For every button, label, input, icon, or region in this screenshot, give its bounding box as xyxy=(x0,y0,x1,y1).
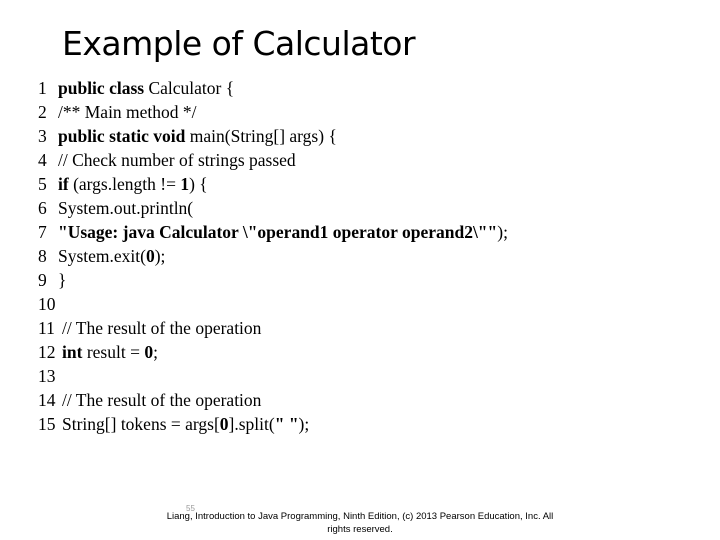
code-fragment: Calculator { xyxy=(148,78,235,98)
page-number: 55 xyxy=(186,504,195,513)
code-fragment: // The result of the operation xyxy=(62,318,262,338)
code-fragment: /** Main method */ xyxy=(58,102,197,122)
code-text xyxy=(62,340,158,364)
code-keyword: " " xyxy=(274,414,299,434)
code-text xyxy=(58,100,197,124)
code-text xyxy=(58,124,337,148)
code-fragment: // Check number of strings passed xyxy=(58,150,296,170)
code-fragment: System.exit( xyxy=(58,246,146,266)
code-line xyxy=(38,172,508,196)
code-fragment: ].split( xyxy=(228,414,275,434)
line-number: 6 xyxy=(38,198,47,218)
code-fragment: // The result of the operation xyxy=(62,390,262,410)
line-number: 12 xyxy=(38,342,56,362)
code-fragment: System.out.println( xyxy=(58,198,194,218)
code-keyword: public class xyxy=(58,78,149,98)
code-line xyxy=(38,292,508,316)
code-line xyxy=(38,364,508,388)
code-fragment: } xyxy=(58,270,67,290)
code-keyword: public static void xyxy=(58,126,190,146)
code-line xyxy=(38,268,508,292)
code-fragment: String[] tokens = args[ xyxy=(62,414,220,434)
code-line xyxy=(38,412,508,436)
code-keyword: if xyxy=(58,174,74,194)
code-keyword: 1 xyxy=(180,174,190,194)
code-keyword: 0 xyxy=(145,246,155,266)
code-text xyxy=(62,412,309,436)
code-keyword: 0 xyxy=(219,414,229,434)
footer-copyright xyxy=(140,510,580,536)
line-number: 1 xyxy=(38,78,47,98)
code-keyword: "Usage: java Calculator \"operand1 operator operand2\"" xyxy=(58,222,498,242)
footer-line: rights reserved. xyxy=(327,524,393,535)
code-keyword: 0 xyxy=(144,342,154,362)
code-line xyxy=(38,76,508,100)
code-line xyxy=(38,196,508,220)
line-number: 4 xyxy=(38,150,47,170)
code-fragment: (args.length != xyxy=(73,174,181,194)
code-keyword: int xyxy=(62,342,87,362)
code-fragment: ); xyxy=(298,414,310,434)
line-number: 11 xyxy=(38,318,55,338)
code-listing xyxy=(38,76,508,436)
code-fragment: ; xyxy=(153,342,158,362)
line-number: 9 xyxy=(38,270,47,290)
slide-title: Example of Calculator xyxy=(62,24,416,63)
code-fragment: ); xyxy=(497,222,508,242)
code-line xyxy=(38,124,508,148)
code-line xyxy=(38,100,508,124)
line-number: 15 xyxy=(38,414,56,434)
code-line xyxy=(38,220,508,244)
line-number: 2 xyxy=(38,102,47,122)
line-number: 5 xyxy=(38,174,47,194)
line-number: 7 xyxy=(38,222,47,242)
code-text xyxy=(58,76,234,100)
code-line xyxy=(38,340,508,364)
code-text xyxy=(58,268,66,292)
code-fragment: result = xyxy=(86,342,145,362)
code-text xyxy=(58,196,193,220)
code-line xyxy=(38,244,508,268)
code-text xyxy=(58,220,508,244)
code-text xyxy=(58,148,296,172)
code-fragment: ); xyxy=(154,246,166,266)
code-fragment: ) { xyxy=(189,174,208,194)
code-line xyxy=(38,148,508,172)
code-text xyxy=(58,172,208,196)
footer-line: Liang, Introduction to Java Programming, Ninth Edition, (c) 2013 Pearson Education, Inc. All xyxy=(166,511,554,522)
code-line xyxy=(38,316,508,340)
code-fragment: main(String[] args) { xyxy=(189,126,337,146)
code-text xyxy=(62,388,261,412)
code-line xyxy=(38,388,508,412)
line-number: 13 xyxy=(38,366,56,386)
line-number: 14 xyxy=(38,390,56,410)
line-number: 3 xyxy=(38,126,47,146)
code-text xyxy=(62,316,261,340)
line-number: 8 xyxy=(38,246,47,266)
code-text xyxy=(58,244,165,268)
line-number: 10 xyxy=(38,294,56,314)
